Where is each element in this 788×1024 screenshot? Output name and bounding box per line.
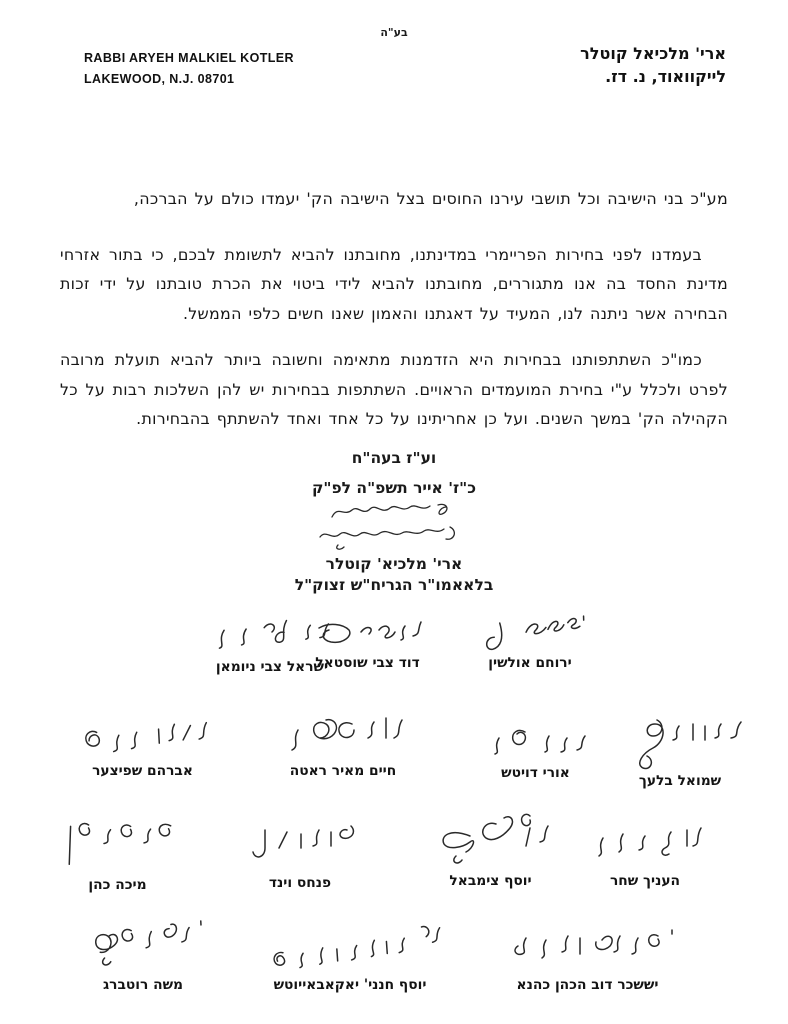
signature-image	[71, 712, 213, 763]
signatory-name: דוד צבי שוסטאל	[315, 655, 420, 671]
paragraph-voting-duty: בעמדנו לפני בחירות הפריימרי במדינתנו, מחובתנו להביא לתשומת לבכם, כי בתור אזרחי מדינת החסד בה אנו מתגוררים, מחובתנו להביא לידי ביטוי את הכרת טובתנו על ידי זכות הבחירה אשר ניתנה לנו, המעיד על דאגתנו והאמון שאנו חשים כלפי הממשל.	[60, 244, 728, 323]
closing-signer-name: ארי' מלכיא' קוטלר	[325, 555, 463, 573]
signature-image	[56, 812, 178, 876]
signatory-name: אברהם שפיצער	[92, 763, 193, 779]
signatory-name: אורי דויטש	[501, 765, 570, 781]
main-signature-image	[314, 501, 474, 553]
signature-image	[498, 922, 678, 974]
signature-image	[426, 808, 556, 870]
signatory-moshe-rotberg	[68, 918, 218, 993]
letterhead-english-address: LAKEWOOD, N.J. 08701	[84, 72, 235, 86]
signatory-yosef-tzimbal	[418, 808, 563, 889]
signatory-uri-deutsch	[468, 722, 603, 781]
signature-image	[613, 714, 748, 770]
signature-image	[481, 722, 591, 762]
signatory-shmuel-blech	[605, 714, 755, 789]
signature-image	[278, 712, 408, 760]
signature-image	[209, 608, 336, 658]
signature-image	[77, 915, 210, 978]
signatory-micha-kohn	[50, 814, 185, 893]
bsd-heading: בע"ה	[380, 26, 408, 39]
signatory-name: מיכה כהן	[88, 877, 147, 893]
signatory-pinchos-wind	[235, 818, 365, 891]
signatory-name: יששכר דוב הכהן כהנא	[516, 977, 659, 993]
letterhead-english-name: RABBI ARYEH MALKIEL KOTLER	[84, 51, 294, 65]
signatory-name: ירוחם אולשין	[488, 655, 572, 671]
signatory-name: משה רוטברג	[102, 977, 184, 993]
closing-date: כ"ז' אייר תשפ"ה לפ"ק	[311, 479, 477, 497]
closing-block	[0, 449, 788, 594]
letterhead-hebrew-address: לייקוואוד, נ. דז.	[605, 67, 726, 86]
paragraph-participation: כמו"כ השתתפותנו בבחירות היא הזדמנות מתאימה וחשובה ביותר להביא תועלת מרובה לפרט ולכלל ע"י בחירת המועמדים הראויים. השתתפות בבחירות יש להן השלכות רבות על כל הקהילה הק' במשך השנים. ועל כן אחריתינו על כל אחד ואחד להשתתף בהבחירות.	[60, 350, 728, 428]
signature-image	[251, 921, 449, 980]
signatory-yerucham-olshin	[455, 608, 605, 671]
letterhead-hebrew-name: ארי' מלכיאל קוטלר	[580, 44, 726, 63]
signatory-avrohom-spitzer	[65, 716, 220, 779]
letterhead-english	[84, 48, 294, 90]
signatory-name: העניך שחר	[609, 873, 680, 889]
letterhead-hebrew	[580, 42, 726, 88]
paragraph-salutation: מע"כ בני הישיבה וכל תושבי עירנו החוסים בצל הישיבה הק' יעמדו כולם על הברכה,	[133, 189, 728, 208]
signatory-name: יוסף צימבאל	[449, 873, 532, 889]
signatory-name: ישראל צבי ניומאן	[215, 659, 329, 675]
signatory-name: שמואל בלעך	[638, 773, 722, 789]
signature-image	[583, 822, 708, 870]
signatory-henoch-shachar	[570, 822, 720, 889]
closing-intro: וע"ז בעה"ח	[351, 449, 437, 467]
signatory-chaim-meir-roth	[268, 712, 418, 779]
signatory-name: חיים מאיר ראטה	[289, 763, 397, 779]
signatory-yosef-chananya-jacobowitz	[245, 928, 455, 993]
signatory-name: פנחס וינד	[268, 875, 332, 891]
signatory-name: יוסף חנני' יאקאבאייוטש	[273, 977, 427, 993]
closing-signer-lineage: בלאאמו"ר הגריח"ש זצוק"ל	[294, 576, 494, 594]
signatory-yissochor-dov-hakohen-kahana	[490, 922, 685, 993]
signatory-yisroel-tzvi-newman	[202, 610, 342, 675]
signature-image	[469, 606, 590, 654]
letter-body	[60, 184, 728, 434]
signature-image	[243, 818, 358, 872]
